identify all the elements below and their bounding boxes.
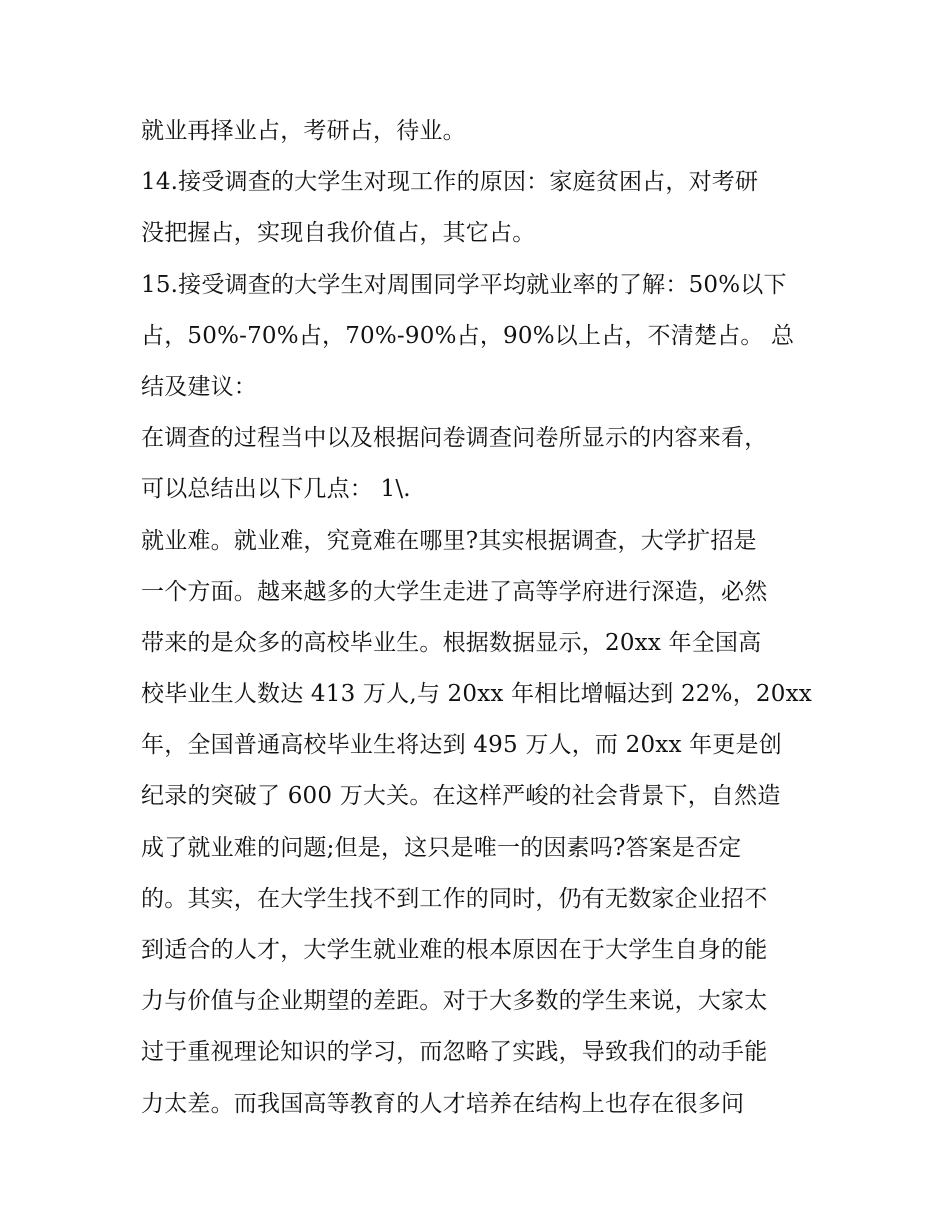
text-line: 没把握占，实现自我价值占，其它占。 (141, 220, 536, 247)
text-line: 一个方面。越来越多的大学生走进了高等学府进行深造，必然 (141, 578, 768, 605)
body-text (141, 106, 821, 1130)
text-line: 过于重视理论知识的学习，而忽略了实践，导致我们的动手能 (141, 1039, 768, 1066)
text-line: 到适合的人才，大学生就业难的根本原因在于大学生自身的能 (141, 937, 768, 963)
text-line: 成了就业难的问题;但是，这只是唯一的因素吗?答案是否定 (141, 834, 742, 861)
text-line: 14.接受调查的大学生对现工作的原因：家庭贫困占，对考研 (141, 169, 759, 196)
text-line: 可以总结出以下几点： 1\. (141, 476, 411, 503)
text-line: 就业难。就业难，究竟难在哪里?其实根据调查，大学扩招是 (141, 527, 757, 554)
text-line: 力与价值与企业期望的差距。对于大多数的学生来说，大家太 (141, 988, 768, 1015)
text-line: 年，全国普通高校毕业生将达到 495 万人，而 20xx 年更是创 (141, 732, 782, 759)
text-line: 在调查的过程当中以及根据问卷调查问卷所显示的内容来看， (141, 425, 768, 452)
text-line: 纪录的突破了 600 万大关。在这样严峻的社会背景下，自然造 (141, 783, 781, 810)
text-line: 15.接受调查的大学生对周围同学平均就业率的了解：50%以下 (141, 271, 787, 298)
text-line: 就业再择业占，考研占，待业。 (141, 118, 466, 144)
text-line: 占，50%-70%占，70%-90%占，90%以上占，不清楚占。 总 (141, 322, 795, 349)
text-line: 力太差。而我国高等教育的人才培养在结构上也存在很多问 (141, 1090, 745, 1117)
text-line: 带来的是众多的高校毕业生。根据数据显示，20xx 年全国高 (141, 629, 762, 656)
text-line: 结及建议： (141, 373, 257, 400)
text-line: 的。其实，在大学生找不到工作的同时，仍有无数家企业招不 (141, 885, 768, 912)
text-line: 校毕业生人数达 413 万人,与 20xx 年相比增幅达到 22%，20xx (141, 681, 812, 708)
